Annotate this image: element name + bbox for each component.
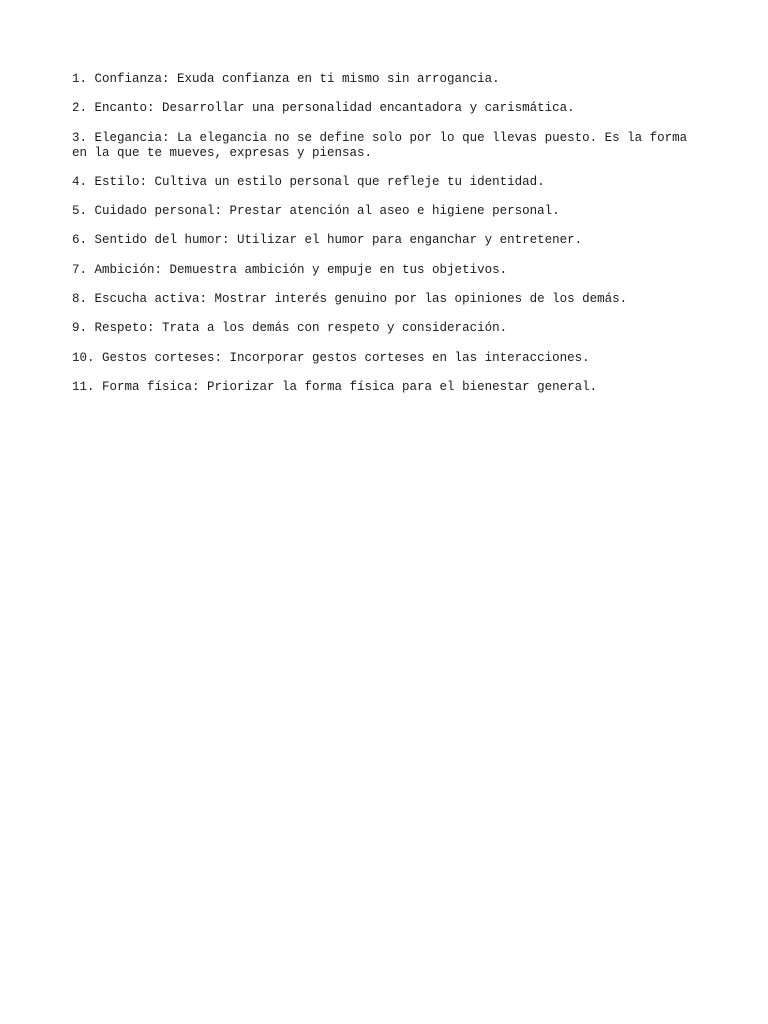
list-item: 10. Gestos corteses: Incorporar gestos corteses en las interacciones. [72, 350, 590, 365]
numbered-list [72, 72, 696, 409]
list-item: 11. Forma física: Priorizar la forma física para el bienestar general. [72, 379, 598, 394]
list-item: 2. Encanto: Desarrollar una personalidad encantadora y carismática. [72, 101, 575, 116]
list-item: 6. Sentido del humor: Utilizar el humor para enganchar y entretener. [72, 233, 583, 248]
list-item: 3. Elegancia: La elegancia no se define solo por lo que llevas puesto. Es la forma en la que te mueves, expresas y piensas. [72, 130, 688, 160]
list-item: 7. Ambición: Demuestra ambición y empuje en tus objetivos. [72, 262, 508, 277]
list-item: 1. Confianza: Exuda confianza en ti mismo sin arrogancia. [72, 72, 500, 86]
list-item: 9. Respeto: Trata a los demás con respeto y consideración. [72, 321, 508, 336]
list-item: 8. Escucha activa: Mostrar interés genuino por las opiniones de los demás. [72, 292, 628, 307]
list-item: 5. Cuidado personal: Prestar atención al aseo e higiene personal. [72, 204, 560, 219]
list-item: 4. Estilo: Cultiva un estilo personal que refleje tu identidad. [72, 174, 545, 189]
